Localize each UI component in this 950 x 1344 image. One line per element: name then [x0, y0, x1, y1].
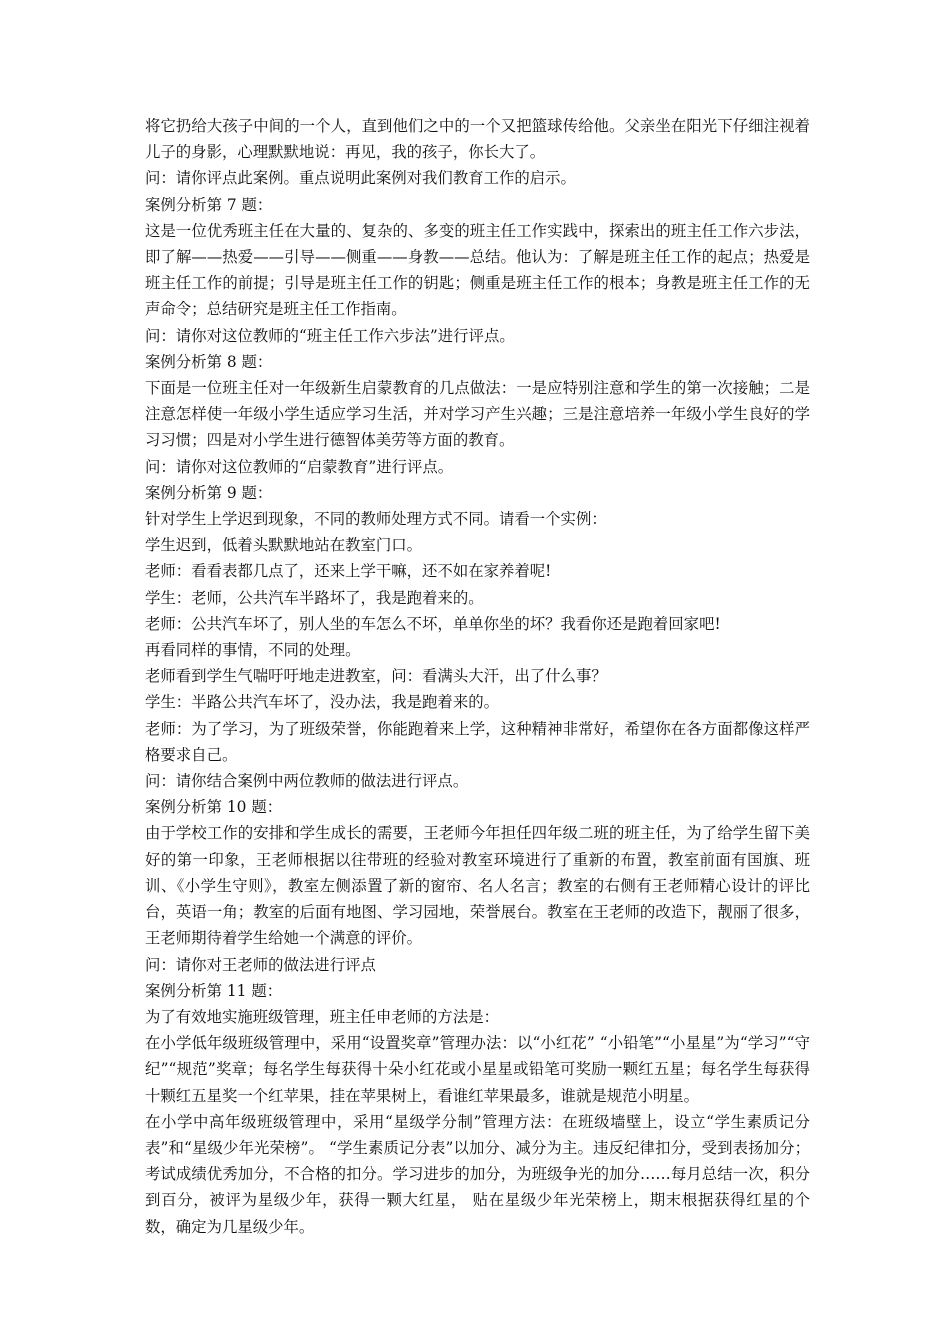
case-9-line: 老师：公共汽车坏了，别人坐的车怎么不坏，单单你坐的坏？我看你还是跑着回家吧! [145, 614, 721, 633]
case-7-body: 这是一位优秀班主任在大量的、复杂的、多变的班主任工作实践中，探索出的班主任工作六步法，即了解——热爱——引导——侧重——身教——总结。他认为：了解是班主任工作的起点；热爱是班主任工作的前提；引导是班主任工作的钥匙；侧重是班主任工作的根本；身教是班主任工作的无声命令；总结研究是班主任工作指南。 [145, 221, 810, 319]
case-heading-8: 案例分析第 8 题： [145, 352, 273, 371]
case-9-line: 再看同样的事情，不同的处理。 [145, 641, 361, 660]
case-11-upper-grades: 在小学中高年级班级管理中，采用“星级学分制”管理方法：在班级墙壁上，设立“学生素质记分表”和“星级少年光荣榜”。 “学生素质记分表”以加分、减分为主。违反纪律扣分，受到表扬加分；考试成绩优秀加分，不合格的扣分。学习进步的加分，为班级争光的加分……每月总结一次，积分到百分，被评为星级少年，获得一颗大红星， 贴在星级少年光荣榜上，期末根据获得红星的个数，确定为几星级少年。 [145, 1112, 810, 1236]
case-9-intro: 针对学生上学迟到现象，不同的教师处理方式不同。请看一个实例： [145, 510, 607, 529]
case-9-line: 老师看到学生气喘吁吁地走进教室，问：看满头大汗，出了什么事？ [145, 667, 607, 686]
case-heading-11: 案例分析第 11 题： [145, 981, 283, 1000]
paragraph-story-ending: 将它扔给大孩子中间的一个人，直到他们之中的一个又把篮球传给他。父亲坐在阳光下仔细注视着儿子的身影，心理默默地说：再见，我的孩子，你长大了。 [145, 117, 810, 162]
case-9-line: 学生：老师，公共汽车半路坏了，我是跑着来的。 [145, 588, 484, 607]
case-heading-9: 案例分析第 9 题： [145, 483, 273, 502]
case-heading-10: 案例分析第 10 题： [145, 798, 283, 817]
question-case-9: 问：请你结合案例中两位教师的做法进行评点。 [145, 772, 469, 791]
question-case-10: 问：请你对王老师的做法进行评点 [145, 955, 376, 974]
case-9-line: 学生迟到，低着头默默地站在教室门口。 [145, 536, 423, 555]
case-9-line: 老师：为了学习，为了班级荣誉，你能跑着来上学，这种精神非常好，希望你在各方面都像这样严格要求自己。 [145, 719, 810, 764]
case-heading-7: 案例分析第 7 题： [145, 195, 273, 214]
case-11-lower-grades: 在小学低年级班级管理中，采用“设置奖章”管理办法：以“小红花” “小铅笔”“小星星”为“学习”“守纪”“规范”奖章；每名学生每获得十朵小红花或小星星或铅笔可奖励一颗红五星；每名学生每获得十颗红五星奖一个红苹果，挂在苹果树上，看谁红苹果最多，谁就是规范小明星。 [145, 1034, 810, 1105]
case-9-line: 学生：半路公共汽车坏了，没办法，我是跑着来的。 [145, 693, 499, 712]
document-body [145, 113, 810, 1240]
case-9-line: 老师：看看表都几点了，还来上学干嘛，还不如在家养着呢! [145, 562, 552, 581]
question-case-6: 问：请你评点此案例。重点说明此案例对我们教育工作的启示。 [145, 169, 576, 188]
case-10-body: 由于学校工作的安排和学生成长的需要，王老师今年担任四年级二班的班主任，为了给学生留下美好的第一印象，王老师根据以往带班的经验对教室环境进行了重新的布置，教室前面有国旗、班训、《小学生守则》，教室左侧添置了新的窗帘、名人名言；教室的右侧有王老师精心设计的评比台，英语一角；教室的后面有地图、学习园地，荣誉展台。教室在王老师的改造下，靓丽了很多，王老师期待着学生给她一个满意的评价。 [145, 824, 810, 948]
case-11-intro: 为了有效地实施班级管理，班主任申老师的方法是： [145, 1007, 499, 1026]
case-8-body: 下面是一位班主任对一年级新生启蒙教育的几点做法：一是应特别注意和学生的第一次接触；二是注意怎样使一年级小学生适应学习生活，并对学习产生兴趣；三是注意培养一年级小学生良好的学习习惯；四是对小学生进行德智体美劳等方面的教育。 [145, 379, 810, 450]
question-case-8: 问：请你对这位教师的“启蒙教育”进行评点。 [145, 457, 454, 476]
question-case-7: 问：请你对这位教师的“班主任工作六步法”进行评点。 [145, 326, 515, 345]
